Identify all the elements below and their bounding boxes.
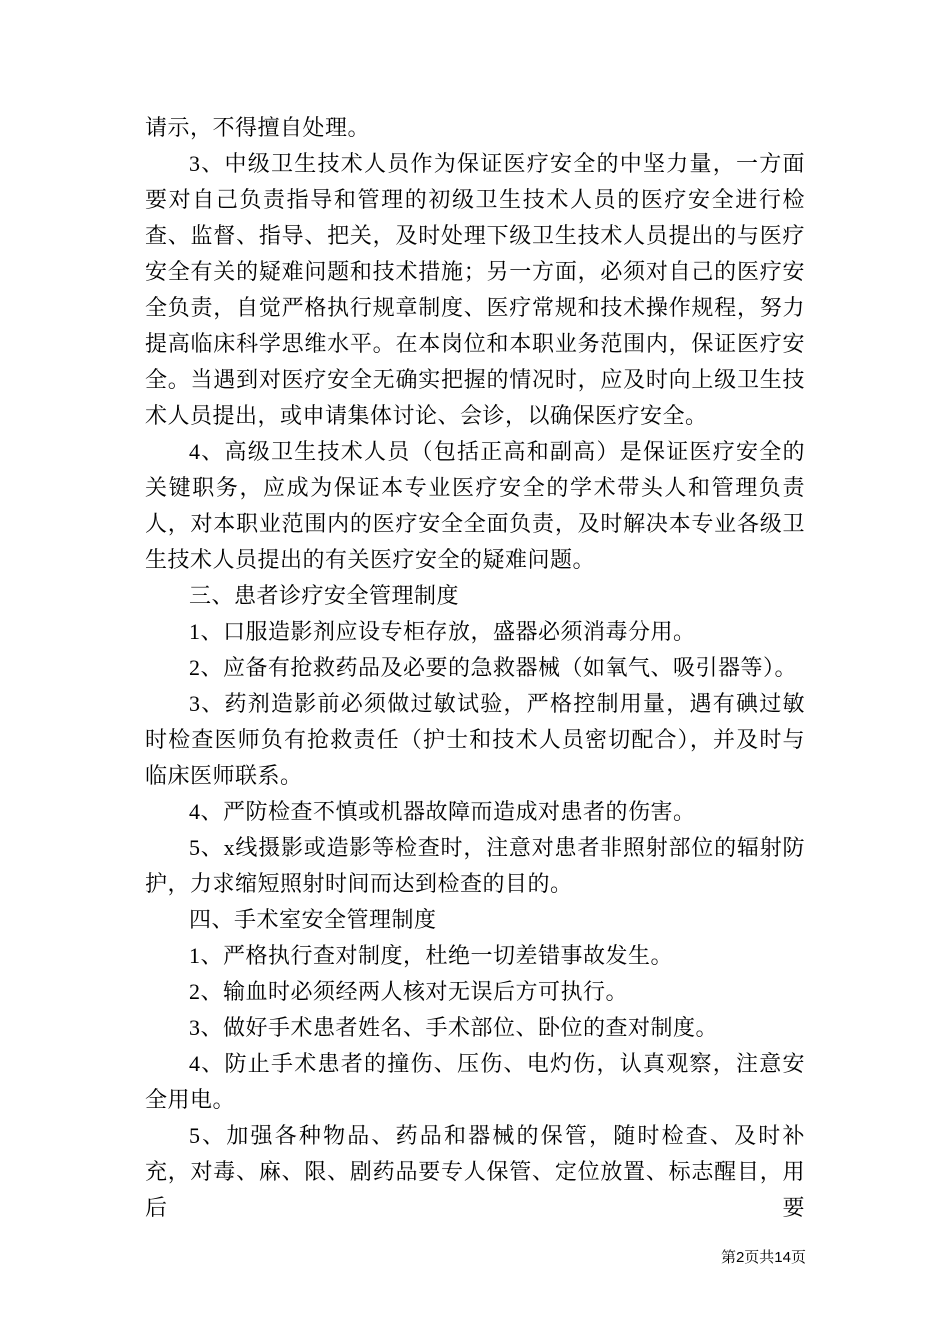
- list-item: 3、做好手术患者姓名、手术部位、卧位的查对制度。: [189, 1015, 719, 1040]
- list-item: 2、应备有抢救药品及必要的急救器械（如氧气、吸引器等）。: [189, 655, 798, 680]
- list-item: 1、严格执行查对制度，杜绝一切差错事故发生。: [189, 943, 674, 968]
- list-item: 1、口服造影剂应设专柜存放，盛器必须消毒分用。: [189, 619, 696, 644]
- paragraph: 4、高级卫生技术人员（包括正高和副高）是保证医疗安全的关键职务，应成为保证本专业医疗安全的学术带头人和管理负责人，对本职业范围内的医疗安全全面负责，及时解决本专业各级卫生技术人员提出的有关医疗安全的疑难问题。: [145, 439, 805, 572]
- list-item: 3、药剂造影前必须做过敏试验，严格控制用量，遇有碘过敏时检查医师负有抢救责任（护士和技术人员密切配合），并及时与临床医师联系。: [145, 691, 805, 788]
- list-item: 5、x线摄影或造影等检查时，注意对患者非照射部位的辐射防护，力求缩短照射时间而达到检查的目的。: [145, 835, 805, 896]
- list-item: 5、加强各种物品、药品和器械的保管，随时检查、及时补充，对毒、麻、限、剧药品要专人保管、定位放置、标志醒目，用后要: [145, 1123, 805, 1220]
- paragraph-continuation: 请示，不得擅自处理。: [145, 115, 371, 140]
- document-content: [145, 110, 805, 1226]
- section-heading-4: 四、手术室安全管理制度: [189, 907, 437, 932]
- page-footer: [721, 1248, 806, 1268]
- list-item: 2、输血时必须经两人核对无误后方可执行。: [189, 979, 629, 1004]
- list-item: 4、防止手术患者的撞伤、压伤、电灼伤，认真观察，注意安全用电。: [145, 1051, 805, 1112]
- paragraph: 3、中级卫生技术人员作为保证医疗安全的中坚力量，一方面要对自己负责指导和管理的初级卫生技术人员的医疗安全进行检查、监督、指导、把关，及时处理下级卫生技术人员提出的与医疗安全有关的疑难问题和技术措施；另一方面，必须对自己的医疗安全负责，自觉严格执行规章制度、医疗常规和技术操作规程，努力提高临床科学思维水平。在本岗位和本职业务范围内，保证医疗安全。当遇到对医疗安全无确实把握的情况时，应及时向上级卫生技术人员提出，或申请集体讨论、会诊，以确保医疗安全。: [145, 151, 805, 428]
- page-number-label: 第2页共14页: [720, 1249, 806, 1266]
- list-item: 4、严防检查不慎或机器故障而造成对患者的伤害。: [189, 799, 696, 824]
- section-heading-3: 三、患者诊疗安全管理制度: [189, 583, 460, 608]
